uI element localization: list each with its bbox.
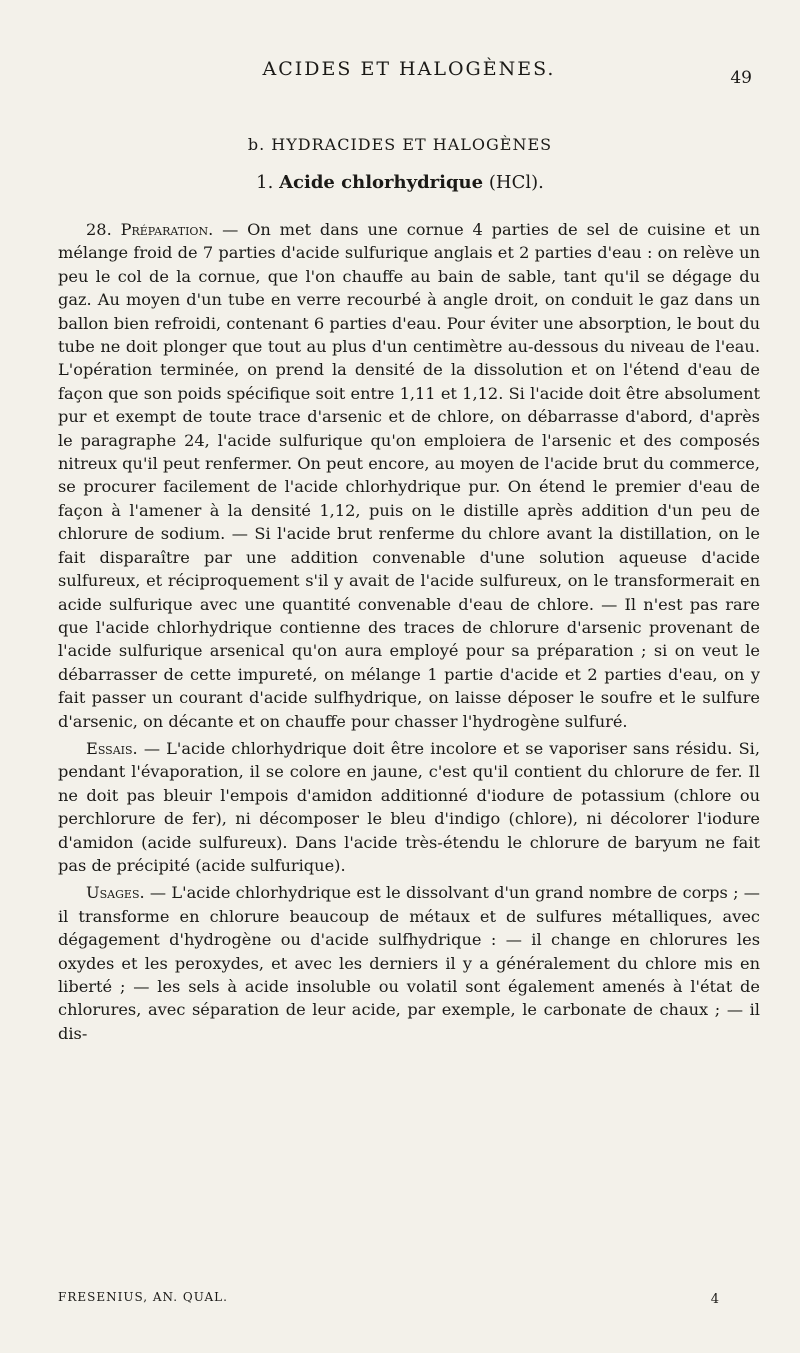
page-number: 49 [730,68,752,88]
paragraph-lead: 28. Préparation. [86,220,214,239]
sub-heading-name: Acide chlorhydrique [279,172,484,193]
running-title: ACIDES ET HALOGÈNES. [262,58,556,80]
paragraph-lead: Usages. [86,883,145,903]
paragraph-essais [58,737,760,877]
paragraph-preparation [58,218,760,733]
paragraph-lead: Essais. [86,738,138,758]
footer-text: FRESENIUS, AN. QUAL. [58,1290,228,1304]
paragraph-text: — On met dans une cornue 4 parties de sel de cuisine et un mélange froid de 7 parties d'acide sulfurique anglais et 2 parties d'eau : on relève un peu le col de la cornue, que l'on chauffe au bain de sable, tant qu'il se dégage du gaz. Au moyen d'un tube en verre recourbé à angle droit, on conduit le gaz dans un ballon bien refroidi, contenant 6 parties d'eau. Pour éviter une absorption, le bout du tube ne doit plonger que tout au plus d'un centimètre au-dessous du niveau de l'eau. L'opération terminée, on prend la densité de la dissolution et on l'étend d'eau de façon que son poids spécifique soit entre 1,11 et 1,12. Si l'acide doit être absolument pur et exempt de toute trace d'arsenic et de chlore, on débarrasse d'abord, d'après le paragraphe 24, l'acide sulfurique qu'on emploiera de l'arsenic et des composés nitreux qu'il peut renfermer. On peut encore, au moyen de l'acide brut du commerce, se procurer facilement de l'acide chlorhydrique pur. On étend le premier d'eau de façon à l'amener à la densité 1,12, puis on le distille après addition d'un peu de chlorure de sodium. — Si l'acide brut renferme du chlore avant la distillation, on le fait disparaître par une addition convenable d'une solution aqueuse d'acide sulfureux, et réciproquement s'il y avait de l'acide sulfureux, on le transformerait en acide sulfurique avec une quantité convenable d'eau de chlore. — Il n'est pas rare que l'acide chlorhydrique contienne des traces de chlorure d'arsenic provenant de l'acide sulfurique arsenical qu'on aura employé pour sa préparation ; si on veut le débarrasser de cette impureté, on mélange 1 partie d'acide et 2 parties d'eau, on y fait passer un courant d'acide sulfhydrique, on laisse déposer le soufre et le sulfure d'arsenic, on décante et on chauffe pour chasser l'hydrogène sulfuré. [58,220,761,731]
sub-heading-number: 1. [256,172,274,193]
paragraph-text: — L'acide chlorhydrique doit être incolore et se vaporiser sans résidu. Si, pendant l'évaporation, il se colore en jaune, c'est qu'il contient du chlorure de fer. Il ne doit pas bleuir l'empois d'amidon additionné d'iodure de potassium (chlore ou perchlorure de fer), ni décomposer le bleu d'indigo (chlore), ni décolorer l'iodure d'amidon (acide sulfureux). Dans l'acide très-étendu le chlorure de baryum ne fait pas de précipité (acide sulfurique). [58,738,760,875]
sub-heading [0,172,800,193]
page-header [58,58,760,88]
section-heading: b. HYDRACIDES ET HALOGÈNES [247,135,553,154]
page-footer [58,1290,760,1310]
signature-mark: 4 [710,1292,720,1307]
sub-heading-formula: (HCl). [488,172,544,193]
paragraph-text: — L'acide chlorhydrique est le dissolvant d'un grand nombre de corps ; — il transforme en chlorure beaucoup de métaux et de sulfures métalliques, avec dégagement d'hydrogène ou d'acide sulfhydrique : — il change en chlorures les oxydes et les peroxydes, et avec les derniers il y a généralement du chlore mis en liberté ; — les sels à acide insoluble ou volatil sont également amenés à l'état de chlorures, avec séparation de leur acide, par exemple, le carbonate de chaux ; — il dis- [58,883,760,1043]
paragraph-usages [58,881,760,1045]
body-text [58,218,760,1045]
